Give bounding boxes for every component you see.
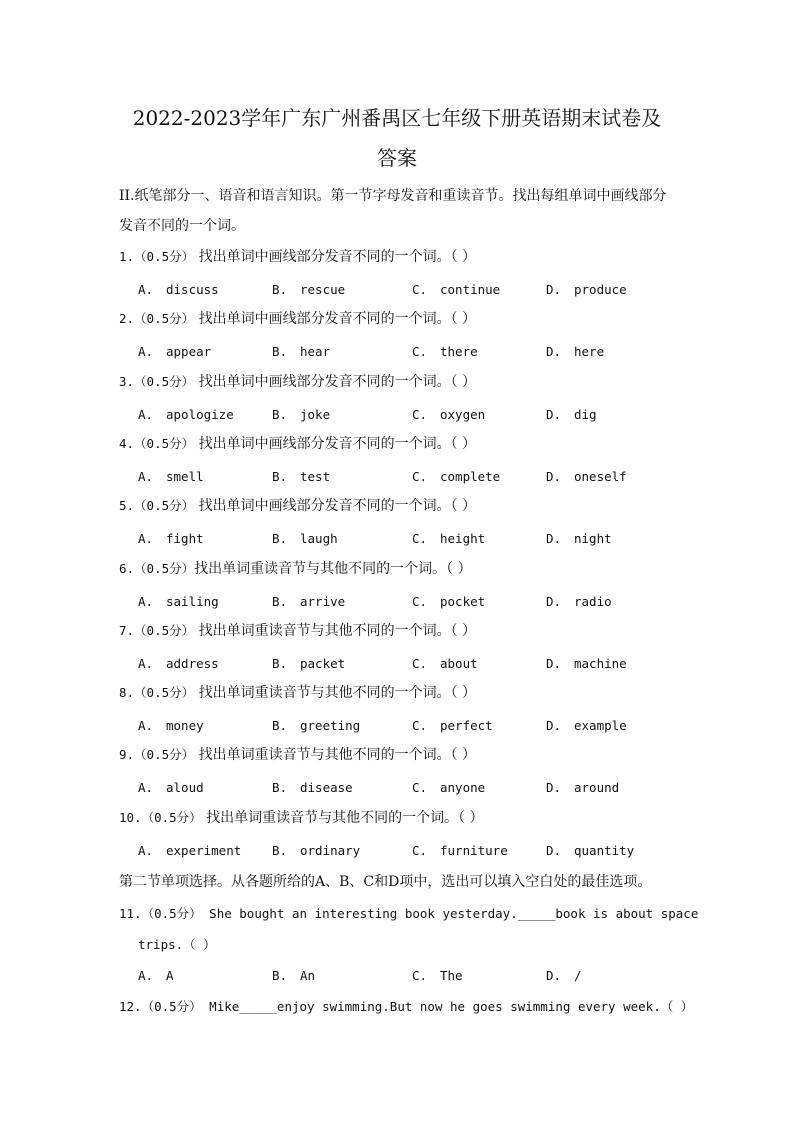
option-a bbox=[138, 530, 204, 548]
option-b bbox=[272, 779, 353, 797]
section2-intro: 第二节单项选择。从各题所给的A、B、C和D项中，选出可以填入空白处的最佳选项。 bbox=[119, 874, 652, 890]
option-label: D. bbox=[546, 594, 562, 609]
document-title-line1: 2022-2023学年广东广州番禺区七年级下册英语期末试卷及 bbox=[132, 106, 662, 130]
option-label: B. bbox=[272, 282, 288, 297]
option-word: disease bbox=[300, 780, 353, 795]
option-c bbox=[412, 593, 485, 611]
question-11-stem-line1 bbox=[119, 905, 698, 923]
question-8-stem bbox=[119, 684, 476, 702]
question-number: 9.（0.5分） bbox=[119, 747, 195, 762]
option-a bbox=[138, 343, 211, 361]
option-label: B. bbox=[272, 531, 288, 546]
option-c bbox=[412, 717, 493, 735]
question-5-stem bbox=[119, 497, 476, 515]
option-label: C. bbox=[412, 656, 428, 671]
document-title-line2: 答案 bbox=[377, 146, 417, 170]
question-number: 2.（0.5分） bbox=[119, 311, 195, 326]
option-word: hear bbox=[300, 344, 331, 359]
option-label: B. bbox=[272, 407, 288, 422]
option-label: A. bbox=[138, 282, 154, 297]
option-word: oneself bbox=[574, 469, 627, 484]
option-word: perfect bbox=[440, 718, 493, 733]
question-number: 11.（0.5分） bbox=[119, 906, 202, 921]
option-label: B. bbox=[272, 718, 288, 733]
option-word: radio bbox=[574, 594, 612, 609]
option-d bbox=[546, 406, 597, 424]
option-b bbox=[272, 717, 360, 735]
option-word: oxygen bbox=[440, 407, 486, 422]
option-label: C. bbox=[412, 531, 428, 546]
option-a bbox=[138, 281, 219, 299]
option-label: A. bbox=[138, 780, 154, 795]
option-label: D. bbox=[546, 282, 562, 297]
question-9-stem bbox=[119, 746, 476, 764]
option-word: quantity bbox=[574, 843, 635, 858]
question-stem: 找出单词重读音节与其他不同的一个词。（ ） bbox=[194, 561, 472, 577]
question-number: 3.（0.5分） bbox=[119, 374, 195, 389]
option-label: D. bbox=[546, 656, 562, 671]
option-word: apologize bbox=[166, 407, 234, 422]
question-12-stem bbox=[119, 998, 693, 1016]
option-d bbox=[546, 593, 612, 611]
option-a bbox=[138, 779, 204, 797]
option-d bbox=[546, 468, 627, 486]
option-word: laugh bbox=[300, 531, 338, 546]
option-word: rescue bbox=[300, 282, 346, 297]
option-label: D. bbox=[546, 718, 562, 733]
option-label: B. bbox=[272, 469, 288, 484]
option-word: packet bbox=[300, 656, 346, 671]
option-label: C. bbox=[412, 344, 428, 359]
option-word: address bbox=[166, 656, 219, 671]
option-word: height bbox=[440, 531, 486, 546]
option-c bbox=[412, 468, 500, 486]
option-word: produce bbox=[574, 282, 627, 297]
option-c bbox=[412, 779, 485, 797]
option-b bbox=[272, 530, 338, 548]
option-label: C. bbox=[412, 718, 428, 733]
question-number: 8.（0.5分） bbox=[119, 685, 195, 700]
option-label: A. bbox=[138, 843, 154, 858]
question-stem: She bought an interesting book yesterday._____book is about space bbox=[201, 906, 699, 921]
question-stem: 找出单词中画线部分发音不同的一个词。（ ） bbox=[194, 249, 477, 265]
option-label: C. bbox=[412, 594, 428, 609]
option-label: D. bbox=[546, 469, 562, 484]
option-label: C. bbox=[412, 780, 428, 795]
option-b: B. An bbox=[272, 968, 316, 983]
option-d bbox=[546, 655, 627, 673]
option-c bbox=[412, 406, 485, 424]
option-word: example bbox=[574, 718, 627, 733]
option-word: machine bbox=[574, 656, 627, 671]
question-stem: 找出单词重读音节与其他不同的一个词。（ ） bbox=[201, 810, 484, 826]
option-d bbox=[546, 842, 634, 860]
question-stem: 找出单词重读音节与其他不同的一个词。（ ） bbox=[194, 747, 477, 763]
option-b bbox=[272, 343, 330, 361]
option-word: greeting bbox=[300, 718, 361, 733]
option-word: continue bbox=[440, 282, 501, 297]
question-number: 10.（0.5分） bbox=[119, 810, 202, 825]
question-7-stem bbox=[119, 622, 476, 640]
option-c bbox=[412, 281, 500, 299]
option-label: B. bbox=[272, 843, 288, 858]
option-d bbox=[546, 717, 627, 735]
option-a bbox=[138, 468, 204, 486]
option-label: A. bbox=[138, 469, 154, 484]
option-d bbox=[546, 281, 627, 299]
option-b bbox=[272, 468, 330, 486]
option-word: money bbox=[166, 718, 204, 733]
section-intro-line1: II.纸笔部分一、语音和语言知识。第一节字母发音和重读音节。找出每组单词中画线部分 bbox=[119, 188, 667, 204]
option-word: dig bbox=[574, 407, 597, 422]
question-stem: 找出单词中画线部分发音不同的一个词。（ ） bbox=[194, 436, 477, 452]
option-label: D. bbox=[546, 407, 562, 422]
question-number: 5.（0.5分） bbox=[119, 498, 195, 513]
option-d bbox=[546, 779, 619, 797]
option-d bbox=[546, 343, 604, 361]
question-10-stem bbox=[119, 809, 484, 827]
question-number: 12.（0.5分） bbox=[119, 999, 202, 1014]
option-c bbox=[412, 842, 508, 860]
question-number: 7.（0.5分） bbox=[119, 623, 195, 638]
question-stem: 找出单词重读音节与其他不同的一个词。（ ） bbox=[194, 623, 477, 639]
option-word: aloud bbox=[166, 780, 204, 795]
section-intro-line2: 发音不同的一个词。 bbox=[119, 218, 245, 234]
option-word: complete bbox=[440, 469, 501, 484]
option-word: joke bbox=[300, 407, 331, 422]
option-word: ordinary bbox=[300, 843, 361, 858]
option-a bbox=[138, 406, 234, 424]
option-b bbox=[272, 281, 345, 299]
question-2-stem bbox=[119, 310, 476, 328]
option-label: C. bbox=[412, 469, 428, 484]
option-d: D. / bbox=[546, 968, 582, 983]
question-stem: 找出单词中画线部分发音不同的一个词。（ ） bbox=[194, 374, 477, 390]
option-label: A. bbox=[138, 407, 154, 422]
question-4-stem bbox=[119, 435, 476, 453]
option-word: anyone bbox=[440, 780, 486, 795]
option-label: C. bbox=[412, 407, 428, 422]
question-11-stem-line2: trips.（ ） bbox=[138, 937, 216, 952]
option-a bbox=[138, 593, 219, 611]
option-label: D. bbox=[546, 531, 562, 546]
option-word: sailing bbox=[166, 594, 219, 609]
option-c: C. The bbox=[412, 968, 463, 983]
option-c bbox=[412, 343, 478, 361]
option-label: B. bbox=[272, 344, 288, 359]
option-word: experiment bbox=[166, 843, 242, 858]
option-word: appear bbox=[166, 344, 212, 359]
option-word: here bbox=[574, 344, 605, 359]
question-number: 6.（0.5分） bbox=[119, 561, 195, 576]
question-1-stem bbox=[119, 248, 476, 266]
option-label: B. bbox=[272, 656, 288, 671]
option-word: night bbox=[574, 531, 612, 546]
option-label: D. bbox=[546, 344, 562, 359]
option-label: D. bbox=[546, 780, 562, 795]
option-word: smell bbox=[166, 469, 204, 484]
option-a bbox=[138, 842, 241, 860]
question-number: 1.（0.5分） bbox=[119, 249, 195, 264]
option-b bbox=[272, 406, 330, 424]
option-b bbox=[272, 655, 345, 673]
option-a: A. A bbox=[138, 968, 174, 983]
option-a bbox=[138, 717, 204, 735]
question-stem: 找出单词中画线部分发音不同的一个词。（ ） bbox=[194, 498, 477, 514]
option-word: there bbox=[440, 344, 478, 359]
question-stem: 找出单词中画线部分发音不同的一个词。（ ） bbox=[194, 311, 477, 327]
option-d bbox=[546, 530, 612, 548]
option-label: C. bbox=[412, 282, 428, 297]
option-label: A. bbox=[138, 656, 154, 671]
option-word: test bbox=[300, 469, 331, 484]
question-number: 4.（0.5分） bbox=[119, 436, 195, 451]
option-label: A. bbox=[138, 531, 154, 546]
option-word: furniture bbox=[440, 843, 508, 858]
option-word: discuss bbox=[166, 282, 219, 297]
question-stem: Mike_____enjoy swimming.But now he goes swimming every week.（ ） bbox=[201, 999, 694, 1014]
option-word: pocket bbox=[440, 594, 486, 609]
question-6-stem bbox=[119, 560, 472, 578]
option-label: D. bbox=[546, 843, 562, 858]
option-a bbox=[138, 655, 219, 673]
option-label: A. bbox=[138, 344, 154, 359]
question-3-stem bbox=[119, 373, 476, 391]
option-c bbox=[412, 530, 485, 548]
option-label: A. bbox=[138, 594, 154, 609]
option-label: C. bbox=[412, 843, 428, 858]
option-b bbox=[272, 842, 360, 860]
option-word: about bbox=[440, 656, 478, 671]
question-stem: 找出单词重读音节与其他不同的一个词。（ ） bbox=[194, 685, 477, 701]
option-label: A. bbox=[138, 718, 154, 733]
option-word: around bbox=[574, 780, 620, 795]
option-word: fight bbox=[166, 531, 204, 546]
option-word: arrive bbox=[300, 594, 346, 609]
option-label: B. bbox=[272, 780, 288, 795]
option-label: B. bbox=[272, 594, 288, 609]
option-c bbox=[412, 655, 478, 673]
option-b bbox=[272, 593, 345, 611]
